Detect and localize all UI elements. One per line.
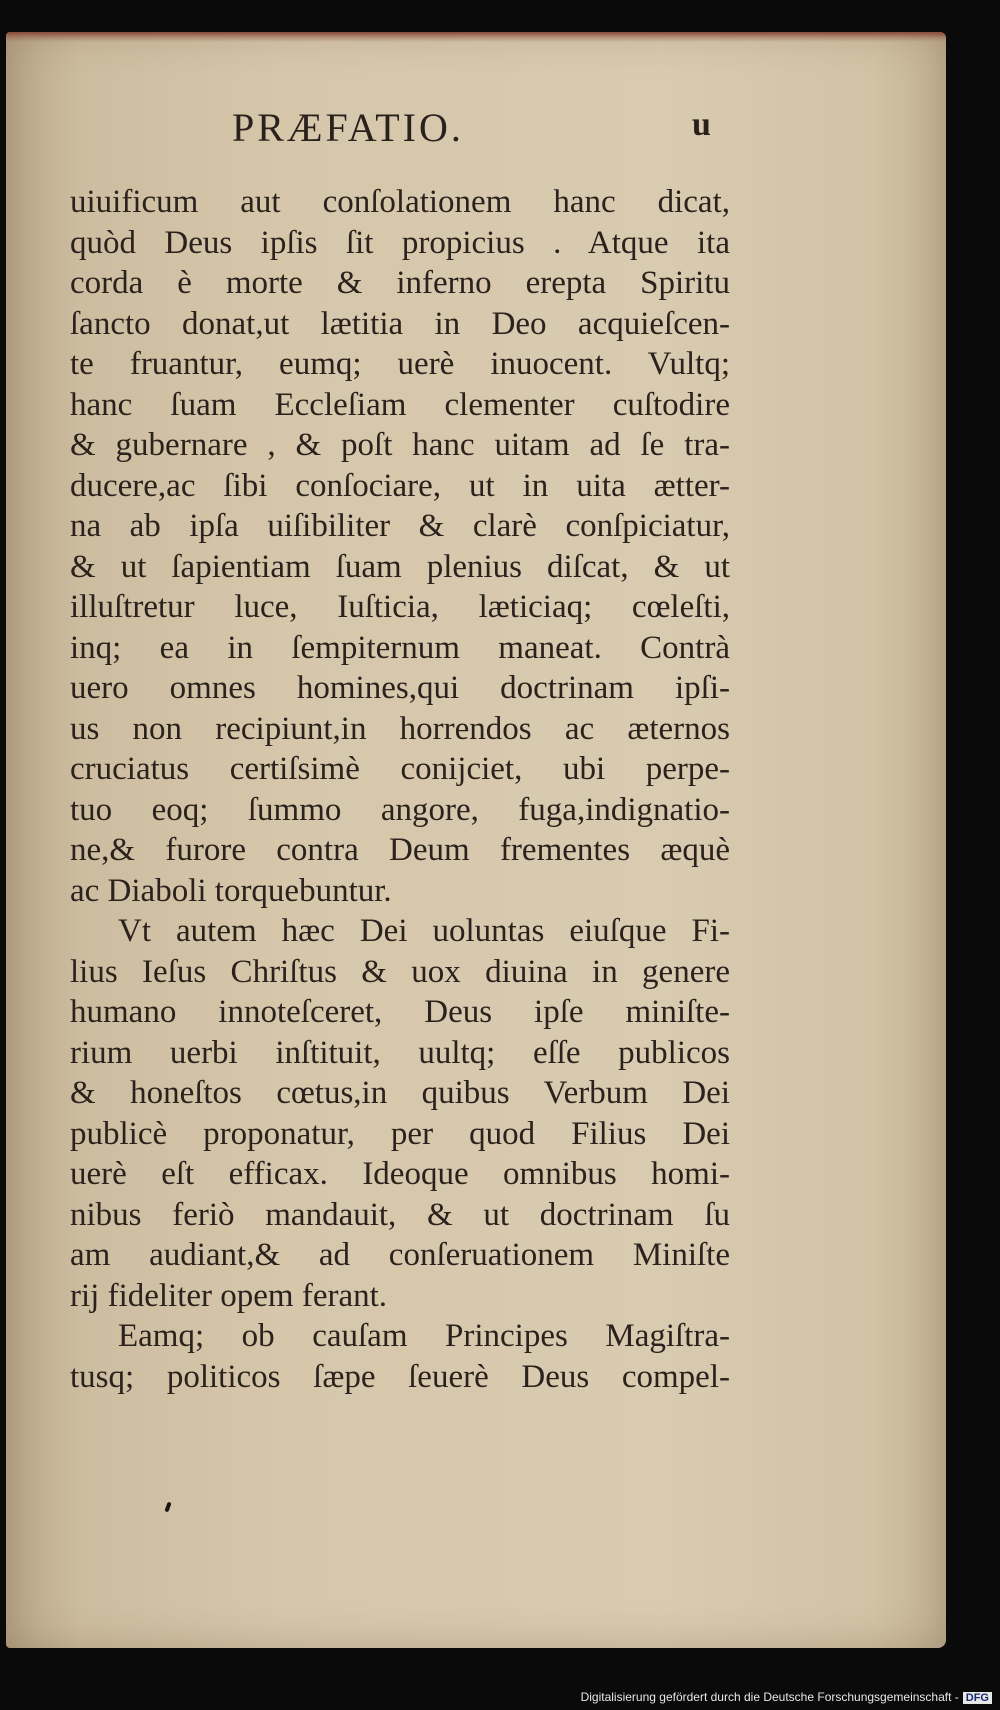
page-top-edge xyxy=(6,32,946,42)
text-line: Eamq; ob cauſam Principes Magiſtra- xyxy=(118,1318,730,1354)
ink-spot xyxy=(164,1502,171,1513)
text-line: uiuificum aut conſolationem hanc dicat, xyxy=(70,184,730,220)
text-line: ducere,ac ſibi conſociare, ut in uita ætter- xyxy=(70,467,730,504)
text-line: uerè eſt efficax. Ideoque omnibus homi- xyxy=(70,1156,730,1192)
text-line: rij fideliter opem ferant. xyxy=(70,1277,388,1314)
text-line: & honeſtos cœtus,in quibus Verbum Dei xyxy=(70,1075,730,1111)
running-title: PRÆFATIO. xyxy=(232,105,464,150)
footer xyxy=(581,1690,992,1704)
text-line: lius Ieſus Chriſtus & uox diuina in genere xyxy=(70,953,730,990)
text-line: tusq; politicos ſæpe ſeuerè Deus compel- xyxy=(70,1358,730,1395)
text-line: uero omnes homines,qui doctrinam ipſi- xyxy=(70,670,730,706)
text-line: am audiant,& ad conſeruationem Miniſte xyxy=(70,1237,730,1273)
paragraph xyxy=(70,911,730,1316)
text-line: na ab ipſa uiſibiliter & clarè conſpiciatur, xyxy=(70,508,730,544)
text-line: & ut ſapientiam ſuam plenius diſcat, & ut xyxy=(70,548,730,585)
text-line: ac Diaboli torquebuntur. xyxy=(70,872,392,909)
text-line: quòd Deus ipſis ſit propicius . Atque ita xyxy=(70,224,730,261)
text-line: ne,& furore contra Deum frementes æquè xyxy=(70,832,730,868)
page-header xyxy=(6,104,946,154)
text-line: rium uerbi inſtituit, uultq; eſſe publicos xyxy=(70,1034,730,1071)
text-line: te fruantur, eumq; uerè inuocent. Vultq; xyxy=(70,346,730,382)
text-line: publicè proponatur, per quod Filius Dei xyxy=(70,1115,730,1152)
book-page xyxy=(6,32,946,1648)
text-line: cruciatus certiſsimè conijciet, ubi perpe- xyxy=(70,751,730,787)
text-line: tuo eoq; ſummo angore, fuga,indignatio- xyxy=(70,791,730,828)
text-line: & gubernare , & poſt hanc uitam ad ſe tra- xyxy=(70,427,730,463)
text-line: inq; ea in ſempiternum maneat. Contrà xyxy=(70,629,730,666)
text-line: Vt autem hæc Dei uoluntas eiuſque Fi- xyxy=(118,913,730,949)
text-line: illuſtretur luce, Iuſticia, læticiaq; cœleſti, xyxy=(70,589,730,625)
paragraph xyxy=(70,1316,730,1397)
paragraph xyxy=(70,182,730,911)
folio: u xyxy=(692,106,711,143)
body-text xyxy=(70,182,730,1397)
text-line: hanc ſuam Eccleſiam clementer cuſtodire xyxy=(70,386,730,423)
dfg-logo: DFG xyxy=(963,1692,992,1704)
text-line: corda è morte & inferno erepta Spiritu xyxy=(70,265,730,301)
text-line: ſancto donat,ut lætitia in Deo acquieſcen- xyxy=(70,305,730,342)
paragraphs xyxy=(70,182,730,1397)
text-line: us non recipiunt,in horrendos ac æternos xyxy=(70,710,730,747)
text-line: humano innoteſceret, Deus ipſe miniſte- xyxy=(70,994,730,1030)
footer-credit: Digitalisierung gefördert durch die Deutsche Forschungsgemeinschaft - xyxy=(580,1690,959,1704)
text-line: nibus feriò mandauit, & ut doctrinam ſu xyxy=(70,1196,730,1233)
